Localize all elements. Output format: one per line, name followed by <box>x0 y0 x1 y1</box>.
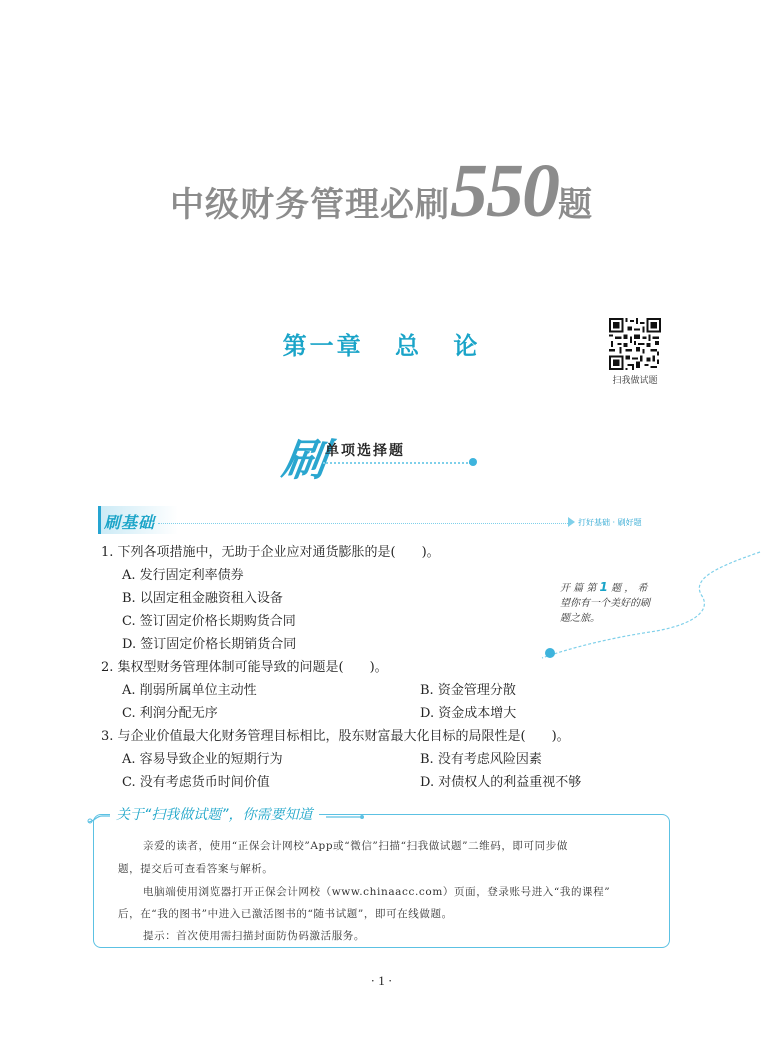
base-dotted-line <box>158 523 570 524</box>
side-note-number: 1 <box>599 580 608 594</box>
book-title-suffix: 题 <box>558 185 593 225</box>
qr-code-icon[interactable] <box>609 318 661 370</box>
question-2-option-a: A. 削弱所属单位主动性 <box>122 683 257 698</box>
notice-paragraph-2-line-1: 电脑端使用浏览器打开正保会计网校（www.chinaacc.com）页面，登录账号进入“我的课程” <box>143 886 611 898</box>
side-note <box>560 580 680 626</box>
page-number: · 1 · <box>370 973 393 988</box>
question-3-option-c: C. 没有考虑货币时间价值 <box>122 775 270 790</box>
section-heading <box>278 424 483 494</box>
notice-tip: 提示：首次使用需扫描封面防伪码激活服务。 <box>143 930 365 942</box>
base-label: 刷基础 <box>104 513 156 532</box>
section-mark-brush: 刷 <box>278 435 330 486</box>
notice-paragraph-1-line-2: 题，提交后可查看答案与解析。 <box>118 863 274 875</box>
side-note-line-2: 望你有一个美好的刷 <box>560 598 650 609</box>
book-title <box>0 148 763 235</box>
question-2-option-d: D. 资金成本增大 <box>420 706 517 721</box>
notice-paragraph-2-line-2: 后，在“我的图书”中进入已激活图书的“随书试题”，即可在线做题。 <box>118 908 453 920</box>
base-section-bar <box>98 506 670 534</box>
question-2-option-b: B. 资金管理分散 <box>420 683 516 698</box>
chapter-title: 第一章 总 论 <box>282 332 481 360</box>
question-2-option-c: C. 利润分配无序 <box>122 706 218 721</box>
question-1-stem: 1. 下列各项措施中，无助于企业应对通货膨胀的是( )。 <box>101 545 440 560</box>
question-3-option-d: D. 对债权人的利益重视不够 <box>420 775 582 790</box>
question-2-stem: 2. 集权型财务管理体制可能导致的问题是( )。 <box>101 660 388 675</box>
qr-label: 扫我做试题 <box>612 376 658 386</box>
section-type: 单项选择题 <box>325 443 405 459</box>
book-title-prefix: 中级财务管理必刷 <box>170 185 450 225</box>
arrow-right-icon <box>568 517 575 527</box>
question-1-option-b: B. 以固定租金融资租入设备 <box>122 591 283 606</box>
question-3-stem: 3. 与企业价值最大化财务管理目标相比，股东财富最大化目标的局限性是( )。 <box>101 729 570 744</box>
side-note-text-b: 题 ， 希 <box>607 583 648 594</box>
notice-title: 关于“扫我做试题”，你需要知道 <box>110 804 319 824</box>
section-end-dot <box>469 458 477 466</box>
side-note-line-3: 题之旅。 <box>560 613 600 624</box>
notice-paragraph-1-line-1: 亲爱的读者，使用“正保会计网校”App或“微信”扫描“扫我做试题”二维码，即可同步做 <box>143 840 568 852</box>
side-note-text-a: 开 篇 第 <box>560 583 600 594</box>
base-slogan: 打好基础 · 刷好题 <box>578 518 642 527</box>
question-3-option-a: A. 容易导致企业的短期行为 <box>122 752 283 767</box>
side-note-line-1 <box>560 580 680 596</box>
section-dotted-line <box>323 462 471 464</box>
qr-block[interactable] <box>608 318 662 386</box>
question-1-option-c: C. 签订固定价格长期购货合同 <box>122 614 296 629</box>
notice-deco-right <box>326 812 366 822</box>
question-1-option-a: A. 发行固定利率债券 <box>122 568 244 583</box>
book-title-number: 550 <box>450 149 558 233</box>
question-3-option-b: B. 没有考虑风险因素 <box>420 752 542 767</box>
question-1-option-d: D. 签订固定价格长期销货合同 <box>122 637 297 652</box>
